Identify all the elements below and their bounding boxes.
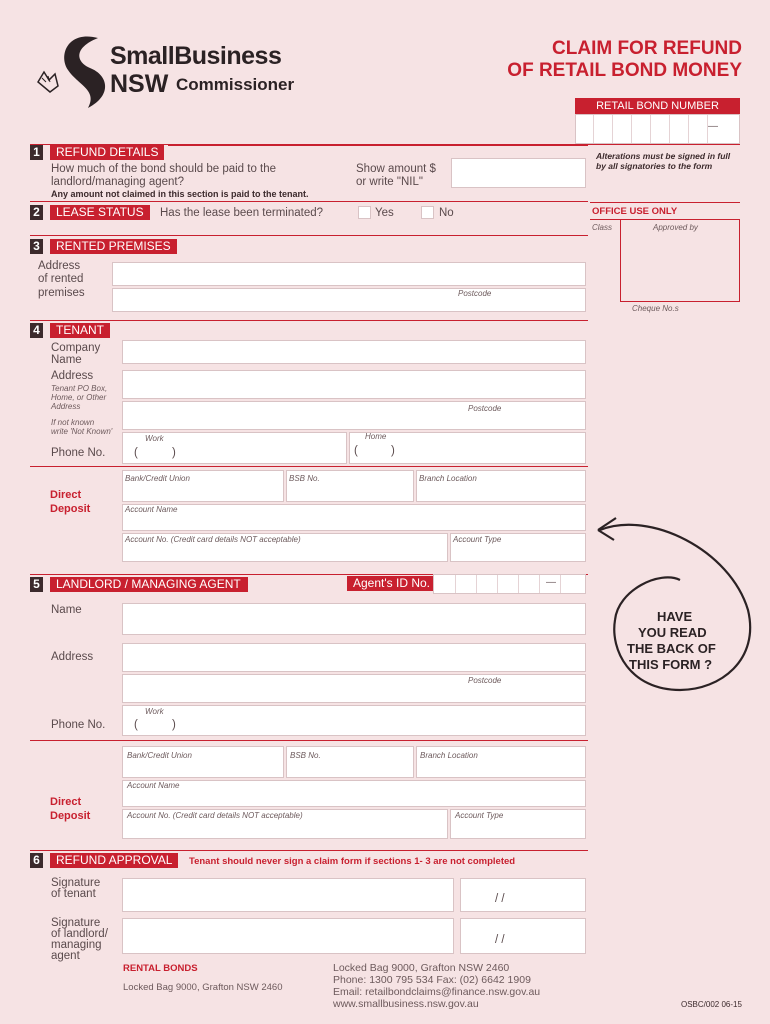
- tenant-hint-line3: Address: [51, 402, 81, 411]
- company-label-line1: Company: [51, 342, 101, 354]
- section-2-number: 2: [30, 205, 43, 220]
- landlord-account-name-field[interactable]: [122, 780, 586, 807]
- office-use-box: [620, 220, 740, 302]
- landlord-address-field[interactable]: [122, 643, 586, 672]
- alterations-note: Alterations must be signed in full by all signatories to the form: [596, 151, 731, 171]
- logo-mark-icon: [28, 30, 118, 110]
- paren-close: ): [172, 719, 176, 731]
- section-3-header: RENTED PREMISES: [50, 239, 177, 254]
- paren-close: ): [172, 447, 176, 459]
- show-amount-line2: or write "NIL": [356, 176, 423, 188]
- tenant-home-label: Home: [365, 432, 387, 441]
- footer-form-code: OSBC/002 06-15: [681, 1000, 742, 1009]
- premises-label-line1: Address: [38, 260, 81, 272]
- lease-yes-label: Yes: [375, 207, 394, 219]
- logo-line1: SmallBusiness: [110, 42, 282, 70]
- tenant-account-type-label: Account Type: [453, 535, 502, 544]
- refund-question-line2: landlord/managing agent?: [51, 176, 184, 188]
- landlord-signature-field[interactable]: [122, 918, 454, 954]
- landlord-account-name-label: Account Name: [127, 781, 180, 790]
- landlord-account-no-label: Account No. (Credit card details NOT acceptable): [127, 811, 303, 820]
- divider: [30, 235, 588, 236]
- divider: [30, 466, 588, 467]
- tenant-signature-field[interactable]: [122, 878, 454, 912]
- sig-landlord-label-line2: of landlord/: [51, 928, 108, 940]
- landlord-name-label: Name: [51, 604, 82, 616]
- tenant-hint-line2: Home, or Other: [51, 393, 107, 402]
- divider: [30, 740, 588, 741]
- direct-deposit-line2: Deposit: [50, 503, 91, 515]
- agent-id-dash: —: [546, 577, 556, 588]
- callout-line1: HAVE: [657, 609, 693, 624]
- footer-phone: Phone: 1300 795 534 Fax: (02) 6642 1909: [333, 974, 531, 986]
- refund-question-line1: How much of the bond should be paid to the: [51, 163, 277, 175]
- lease-yes-checkbox[interactable]: [358, 206, 371, 219]
- tenant-bank-label: Bank/Credit Union: [125, 474, 190, 483]
- office-use-label: OFFICE USE ONLY: [592, 206, 678, 217]
- callout-line4: THIS FORM ?: [629, 657, 713, 672]
- tenant-address-field-2[interactable]: [122, 401, 586, 430]
- tenant-account-name-label: Account Name: [125, 505, 178, 514]
- approved-by-label: Approved by: [653, 223, 698, 232]
- tenant-address-field[interactable]: [122, 370, 586, 399]
- sig-landlord-label-line1: Signature: [51, 917, 101, 929]
- refund-amount-field[interactable]: [451, 158, 586, 188]
- cheque-label: Cheque No.s: [632, 304, 679, 313]
- footer-rental-bonds: RENTAL BONDS: [123, 963, 198, 974]
- landlord-date-field[interactable]: [460, 918, 586, 954]
- footer-web-link[interactable]: www.smallbusiness.nsw.gov.au: [333, 998, 479, 1010]
- tenant-address-label: Address: [51, 370, 94, 382]
- approval-note: Tenant should never sign a claim form if sections 1- 3 are not completed: [189, 856, 516, 867]
- tenant-account-name-field[interactable]: [122, 504, 586, 531]
- paren-open: (: [134, 447, 138, 459]
- sig-landlord-label-line4: agent: [51, 950, 80, 962]
- section-4-header: TENANT: [50, 323, 110, 338]
- divider: [168, 145, 588, 146]
- tenant-branch-label: Branch Location: [419, 474, 477, 483]
- divider: [590, 202, 740, 203]
- landlord-work-label: Work: [145, 707, 164, 716]
- callout-line3: THE BACK OF: [627, 641, 716, 656]
- sig-landlord-label-line3: managing: [51, 939, 102, 951]
- footer-left-address: Locked Bag 9000, Grafton NSW 2460: [123, 982, 283, 993]
- landlord-bank-label: Bank/Credit Union: [127, 751, 192, 760]
- section-5-number: 5: [30, 577, 43, 592]
- tenant-work-label: Work: [145, 434, 164, 443]
- section-4-number: 4: [30, 323, 43, 338]
- sig-tenant-label-line1: Signature: [51, 877, 101, 889]
- section-5-header: LANDLORD / MANAGING AGENT: [50, 577, 248, 592]
- tenant-phone-label: Phone No.: [51, 447, 106, 459]
- tenant-date-field[interactable]: [460, 878, 586, 912]
- agent-id-boxes[interactable]: [433, 574, 586, 594]
- premises-address-field[interactable]: [112, 262, 586, 286]
- section-1-number: 1: [30, 145, 43, 160]
- sig-tenant-label-line2: of tenant: [51, 888, 96, 900]
- tenant-account-no-label: Account No. (Credit card details NOT acceptable): [125, 535, 301, 544]
- footer-address: Locked Bag 9000, Grafton NSW 2460: [333, 962, 510, 974]
- bond-number-label: RETAIL BOND NUMBER: [596, 100, 719, 112]
- premises-address-field-2[interactable]: [112, 288, 586, 312]
- landlord-branch-label: Branch Location: [420, 751, 478, 760]
- tenant-bsb-label: BSB No.: [289, 474, 320, 483]
- lease-no-label: No: [439, 207, 454, 219]
- tenant-hint-line1: Tenant PO Box,: [51, 384, 108, 393]
- tenant-postcode-label: Postcode: [468, 404, 502, 413]
- tenant-company-field[interactable]: [122, 340, 586, 364]
- premises-label-line2: of rented: [38, 273, 84, 285]
- paren-open: (: [134, 719, 138, 731]
- tenant-hint-line5: write 'Not Known': [51, 427, 113, 436]
- callout-line2: YOU READ: [638, 625, 707, 640]
- landlord-postcode-label: Postcode: [468, 676, 502, 685]
- section-3-number: 3: [30, 239, 43, 254]
- logo-line3: Commissioner: [176, 75, 295, 94]
- landlord-date-slashes: / /: [495, 934, 505, 946]
- premises-label-line3: premises: [38, 287, 85, 299]
- bond-number-header: [575, 98, 740, 114]
- paren-close: ): [391, 445, 395, 457]
- logo-line2: NSW: [110, 70, 169, 98]
- tenant-date-slashes: / /: [495, 893, 505, 905]
- refund-note: Any amount not claimed in this section is paid to the tenant.: [51, 189, 309, 199]
- footer-email: Email: retailbondclaims@finance.nsw.gov.au: [333, 986, 541, 998]
- landlord-address-field-2[interactable]: [122, 674, 586, 703]
- divider: [30, 850, 588, 851]
- premises-postcode-label: Postcode: [458, 289, 492, 298]
- lease-no-checkbox[interactable]: [421, 206, 434, 219]
- landlord-address-label: Address: [51, 651, 94, 663]
- logo: [28, 30, 318, 110]
- bond-number-boxes[interactable]: [575, 114, 740, 144]
- section-2-header: LEASE STATUS: [50, 205, 150, 220]
- landlord-account-type-label: Account Type: [455, 811, 504, 820]
- section-6-header: REFUND APPROVAL: [50, 853, 178, 868]
- lease-question: Has the lease been terminated?: [160, 207, 324, 219]
- bond-number-dash: —: [708, 121, 718, 132]
- direct-deposit-line1: Direct: [50, 489, 82, 501]
- page-title-line2: OF RETAIL BOND MONEY: [507, 60, 742, 81]
- divider: [30, 201, 588, 202]
- divider: [30, 320, 588, 321]
- landlord-bsb-label: BSB No.: [290, 751, 321, 760]
- company-label-line2: Name: [51, 354, 82, 366]
- page-title-line1: CLAIM FOR REFUND: [552, 38, 742, 59]
- landlord-name-field[interactable]: [122, 603, 586, 635]
- show-amount-line1: Show amount $: [356, 163, 436, 175]
- landlord-phone-label: Phone No.: [51, 719, 106, 731]
- landlord-direct-line1: Direct: [50, 796, 82, 808]
- agent-id-label: Agent's ID No.: [347, 576, 436, 591]
- landlord-phone-field[interactable]: [122, 705, 586, 736]
- section-1-header: REFUND DETAILS: [50, 145, 164, 160]
- tenant-hint-line4: If not known: [51, 418, 95, 427]
- landlord-direct-line2: Deposit: [50, 810, 91, 822]
- paren-open: (: [354, 445, 358, 457]
- class-label: Class: [592, 223, 613, 232]
- section-6-number: 6: [30, 853, 43, 868]
